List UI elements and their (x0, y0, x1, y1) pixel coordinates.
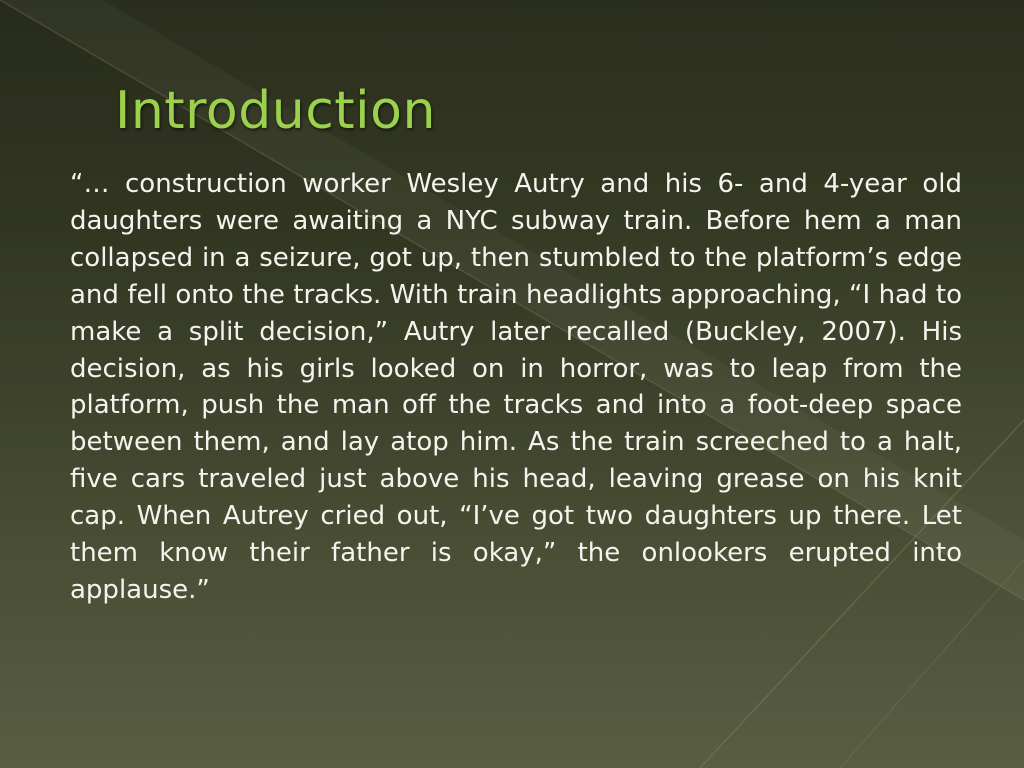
quote-paragraph: “… construction worker Wesley Autry and his 6- and 4-year old daughters were awaiting a NYC subway train. Before hem a man collapsed in a seizure, got up, then stumbled to the platform’s edge and fell onto the tracks. With train headlights approaching, “I had to make a split decision,” Autry later recalled (Buckley, 2007). His decision, as his girls looked on in horror, was to leap from the platform, push the man off the tracks and into a foot-deep space between them, and lay atop him. As the train screeched to a halt, five cars traveled just above his head, leaving grease on his knit cap. When Autrey cried out, “I’ve got two daughters up there. Let them know their father is okay,” the onlookers erupted into applause.” (70, 169, 962, 605)
slide-title: Introduction (115, 81, 436, 141)
